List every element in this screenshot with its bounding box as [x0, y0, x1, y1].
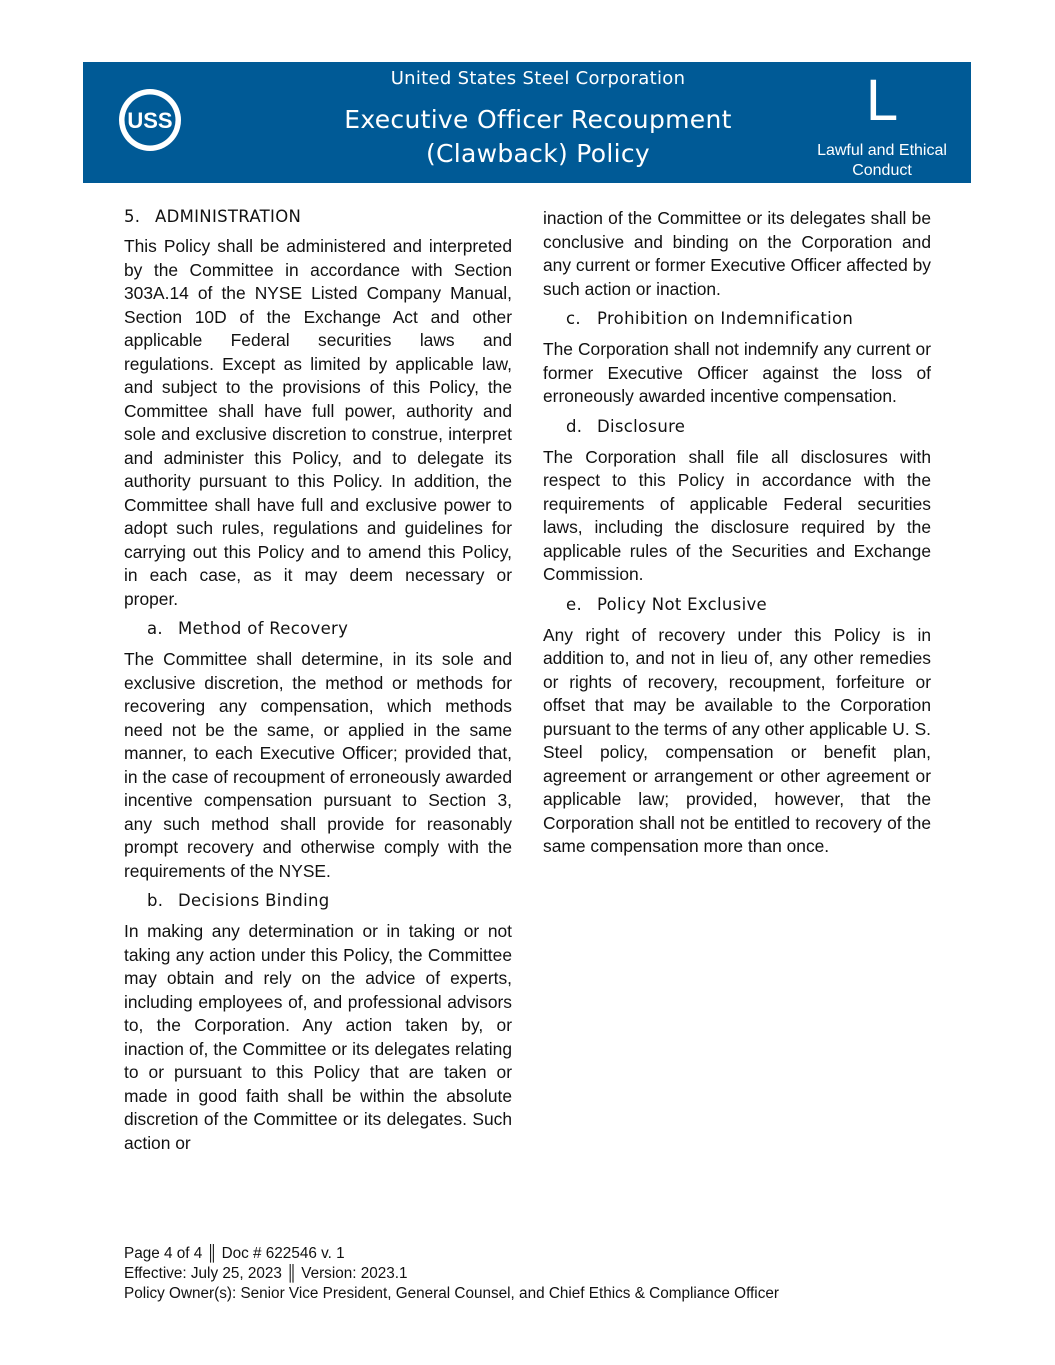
policy-title	[298, 103, 778, 171]
subsection-heading-e	[566, 595, 931, 615]
section-intro: This Policy shall be administered and interpreted by the Committee in accordance with Section 303A.14 of the NYSE Listed Company Manual, Section 10D of the Exchange Act and other applicable Federal securities laws and regulations. Except as limited by applicable law, and subject to the provisions of this Policy, the Committee shall have full power, authority and sole and exclusive discretion to construe, interpret and administer this Policy, and to delegate its authority pursuant to this Policy. In addition, the Committee shall have full and exclusive power to adopt such rules, regulations and guidelines for carrying out this Policy and to amend this Policy, in each case, as it may deem necessary or proper.	[124, 236, 512, 609]
subsection-title: Decisions Binding	[178, 891, 330, 910]
left-column	[124, 207, 512, 1163]
subsection-text-a: The Committee shall determine, in its sole and exclusive discretion, the method or methods for recovering any compensation, which methods need not be the same, or applied in the same manner, to each Executive Officer; provided that, in the case of recoupment of erroneously awarded incentive compensation pursuant to Section 3, any such method shall provide for reasonably prompt recovery and otherwise comply with the requirements of the NYSE.	[124, 649, 512, 881]
section-heading	[124, 207, 512, 227]
section-letter: L	[865, 68, 899, 133]
page-footer	[124, 1244, 779, 1304]
footer-policy-owner: Policy Owner(s): Senior Vice President, General Counsel, and Chief Ethics & Compliance Officer	[124, 1285, 779, 1302]
subsection-text-b: In making any determination or in taking or not taking any action under this Policy, the Committee may obtain and rely on the advice of experts, including employees of, and professional advisors to, the Corporation. Any action taken by, or inaction of, the Committee or its delegates relating to or pursuant to this Policy that are taken or made in good faith shall be within the absolute discretion of the Committee or its delegates. Such action or	[124, 921, 512, 1153]
footer-page-doc: Page 4 of 4 ║ Doc # 622546 v. 1	[124, 1245, 345, 1262]
subsection-title: Policy Not Exclusive	[597, 594, 767, 614]
subsection-marker: d.	[566, 416, 583, 436]
footer-effective-version: Effective: July 25, 2023 ║ Version: 2023.1	[124, 1265, 408, 1282]
category-label: Lawful and Ethical Conduct	[817, 142, 947, 179]
subsection-marker: a.	[147, 619, 163, 638]
subsection-heading-a	[147, 619, 512, 639]
logo-text: USS	[127, 108, 173, 133]
subsection-text-e: Any right of recovery under this Policy is in addition to, and not in lieu of, any other remedies or rights of recovery, recoupment, forfeiture or offset that may be available to the Corporation pursuant to the terms of any other applicable U. S. Steel policy, compensation or benefit plan, agreement or arrangement or other agreement or applicable law; provided, however, that the Corporation shall not be entitled to recovery of the same compensation more than once.	[543, 624, 931, 856]
subsection-text-c: The Corporation shall not indemnify any current or former Executive Officer against the loss of erroneously awarded incentive compensation.	[543, 339, 931, 406]
policy-title-line2: (Clawback) Policy	[425, 139, 651, 168]
subsection-marker: c.	[566, 309, 581, 328]
subsection-heading-b	[147, 891, 512, 911]
right-column	[543, 207, 931, 867]
subsection-heading-c	[566, 309, 931, 329]
subsection-title: Disclosure	[597, 416, 686, 436]
company-name: United States Steel Corporation	[390, 68, 686, 89]
header-banner	[83, 62, 971, 183]
subsection-title: Method of Recovery	[178, 619, 349, 638]
uss-logo-icon	[117, 87, 183, 153]
policy-title-line1: Executive Officer Recoupment	[344, 105, 732, 134]
subsection-text-b-continued: inaction of the Committee or its delegates shall be conclusive and binding on the Corporation and any current or former Executive Officer affected by such action or inaction.	[543, 208, 931, 299]
subsection-heading-d	[566, 417, 931, 437]
subsection-title: Prohibition on Indemnification	[597, 309, 854, 328]
subsection-text-d: The Corporation shall file all disclosures with respect to this Policy in accordance with the requirements of applicable Federal securities laws, including the disclosure required by the applicable rules of the Securities and Exchange Commission.	[543, 446, 931, 584]
subsection-marker: b.	[147, 891, 164, 910]
section-title: ADMINISTRATION	[155, 207, 302, 226]
section-number: 5.	[124, 207, 141, 226]
subsection-marker: e.	[566, 594, 582, 614]
